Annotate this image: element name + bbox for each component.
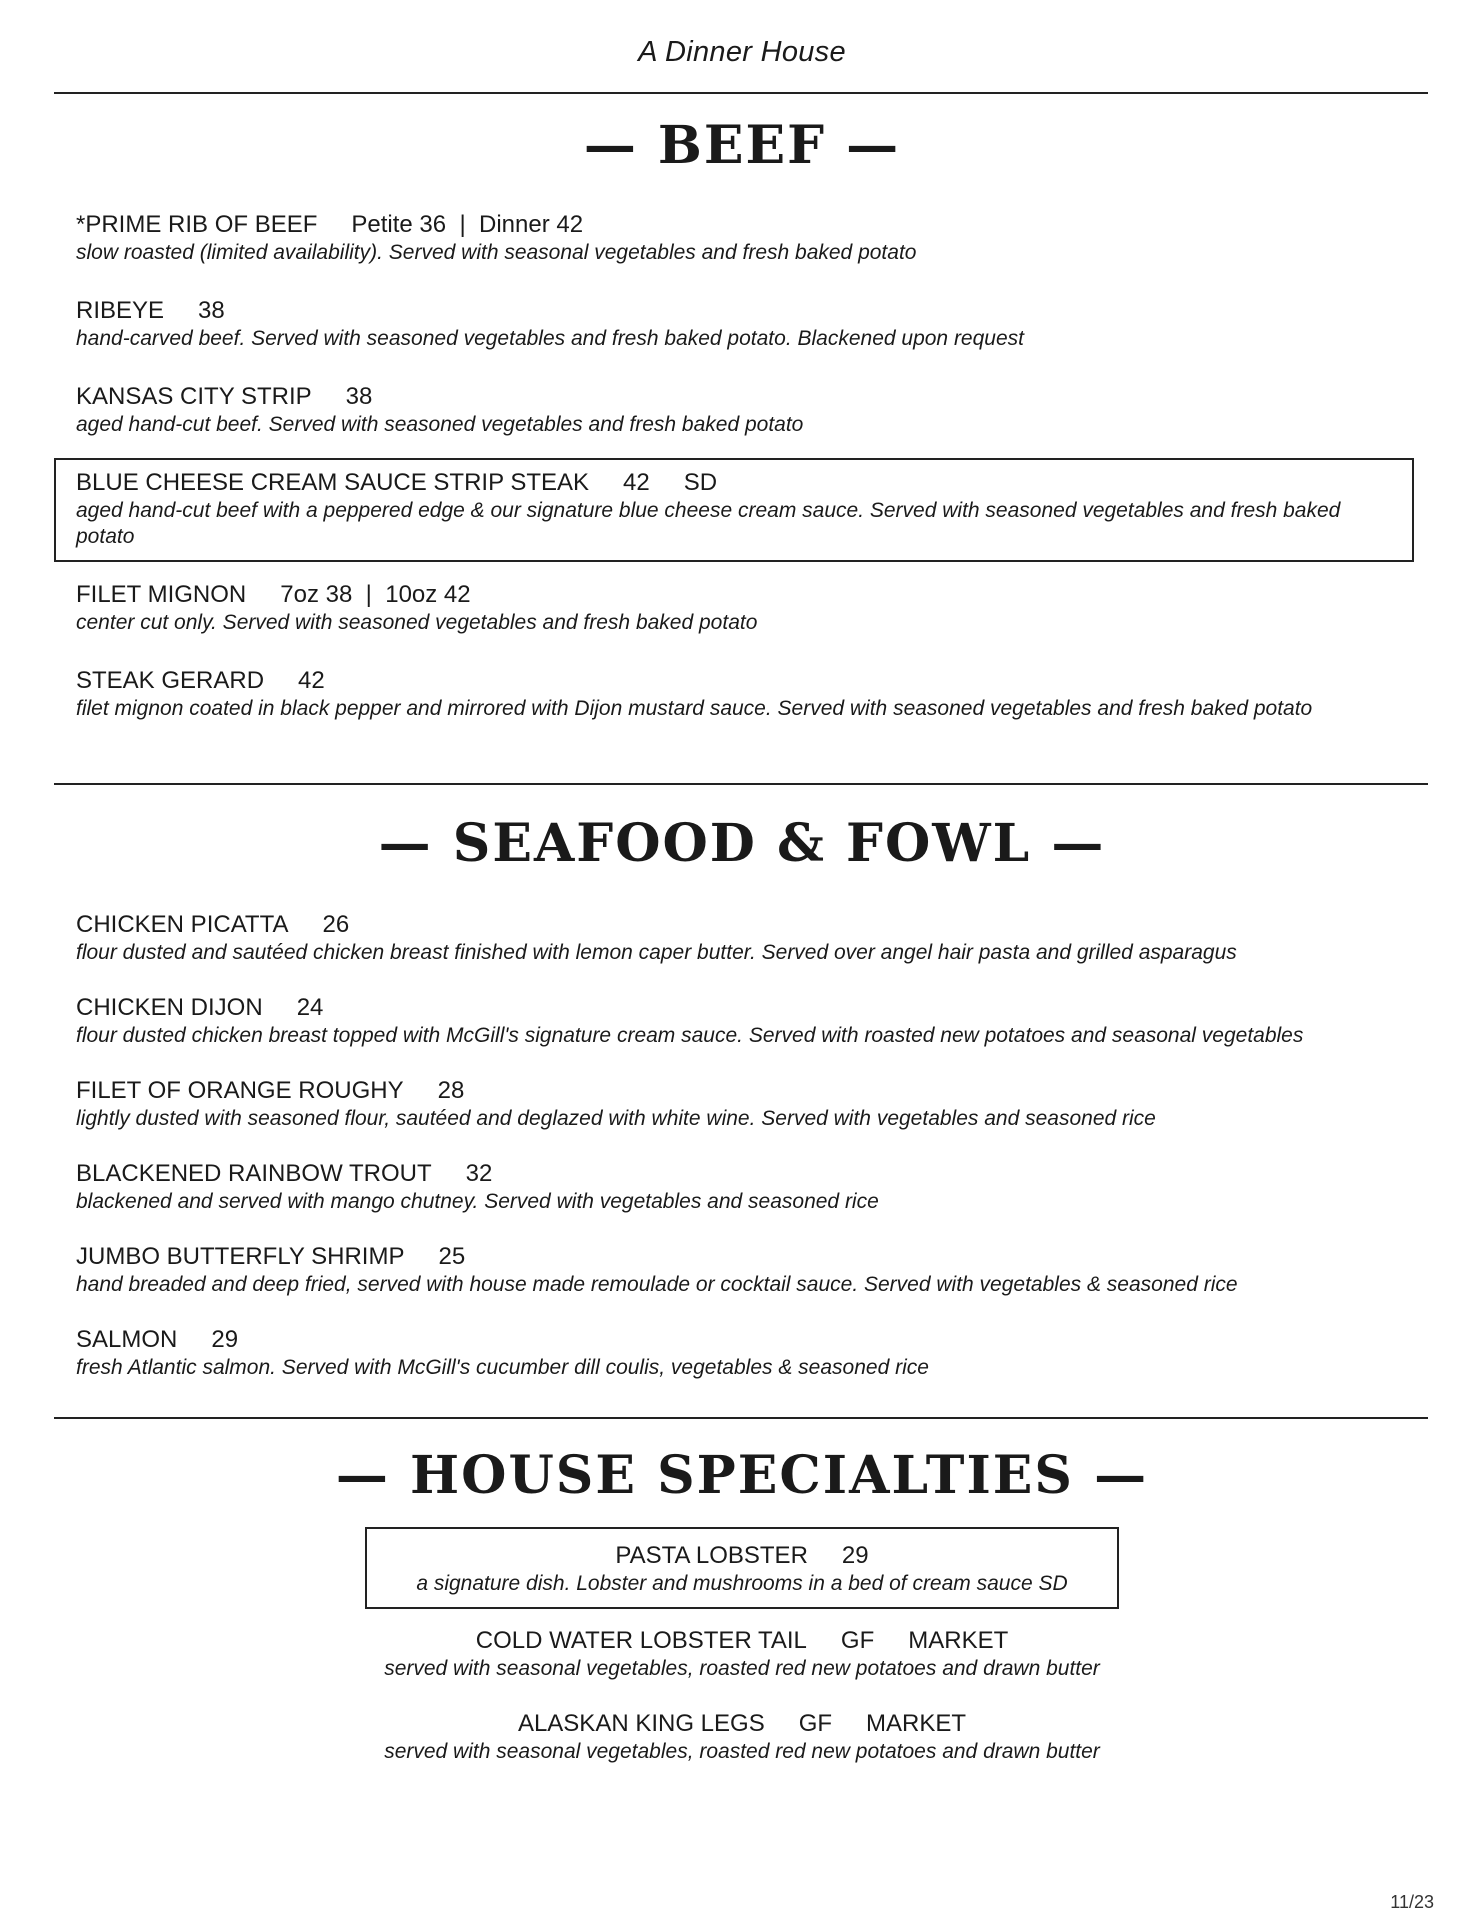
item-tag: SD bbox=[683, 469, 718, 496]
divider bbox=[54, 1417, 1428, 1419]
item-name: STEAK GERARD bbox=[76, 667, 265, 694]
item-price: 25 bbox=[438, 1243, 466, 1270]
item-description: filet mignon coated in black pepper and mirrored with Dijon mustard sauce. Served with seasoned vegetables and fresh baked potato bbox=[76, 697, 1313, 720]
divider bbox=[54, 783, 1428, 785]
menu-item bbox=[76, 296, 1416, 352]
featured-item-box bbox=[54, 458, 1414, 562]
item-tag: GF bbox=[798, 1710, 833, 1737]
item-description: fresh Atlantic salmon. Served with McGill's cucumber dill coulis, vegetables & seasoned rice bbox=[76, 1356, 929, 1379]
section-title-beef: — BEEF — bbox=[583, 115, 901, 176]
menu-item bbox=[76, 993, 1416, 1049]
item-price: 38 bbox=[345, 383, 373, 410]
item-name: COLD WATER LOBSTER TAIL bbox=[475, 1627, 807, 1654]
item-name: PASTA LOBSTER bbox=[615, 1542, 808, 1569]
featured-item-box bbox=[365, 1527, 1119, 1609]
item-price: Petite 36 | Dinner 42 bbox=[351, 211, 584, 238]
item-price: 29 bbox=[841, 1542, 869, 1569]
item-name: FILET OF ORANGE ROUGHY bbox=[76, 1077, 404, 1104]
item-price: MARKET bbox=[908, 1627, 1009, 1654]
item-name: KANSAS CITY STRIP bbox=[76, 383, 312, 410]
item-price: 32 bbox=[465, 1160, 493, 1187]
item-tag: GF bbox=[840, 1627, 875, 1654]
item-description: aged hand-cut beef with a peppered edge & our signature blue cheese cream sauce. Served with seasoned vegetables and fresh baked potato bbox=[76, 499, 1341, 548]
item-description: served with seasonal vegetables, roasted red new potatoes and drawn butter bbox=[384, 1740, 1100, 1763]
item-description: hand breaded and deep fried, served with house made remoulade or cocktail sauce. Served with vegetables & seasoned rice bbox=[76, 1273, 1238, 1296]
menu-item bbox=[76, 1242, 1416, 1298]
item-name: CHICKEN DIJON bbox=[76, 994, 263, 1021]
item-price: 24 bbox=[296, 994, 324, 1021]
menu-item bbox=[76, 210, 1416, 266]
menu-item bbox=[76, 910, 1416, 966]
item-name: RIBEYE bbox=[76, 297, 165, 324]
item-description: blackened and served with mango chutney. Served with vegetables and seasoned rice bbox=[76, 1190, 879, 1213]
item-price: MARKET bbox=[866, 1710, 967, 1737]
item-name: *PRIME RIB OF BEEF bbox=[76, 211, 318, 238]
item-description: hand-carved beef. Served with seasoned vegetables and fresh baked potato. Blackened upon request bbox=[76, 327, 1024, 350]
item-name: ALASKAN KING LEGS bbox=[517, 1710, 765, 1737]
item-description: a signature dish. Lobster and mushrooms in a bed of cream sauce SD bbox=[416, 1572, 1068, 1595]
item-description: lightly dusted with seasoned flour, sautéed and deglazed with white wine. Served with vegetables and seasoned rice bbox=[76, 1107, 1156, 1130]
item-description: slow roasted (limited availability). Served with seasonal vegetables and fresh baked potato bbox=[76, 241, 917, 264]
menu-item bbox=[76, 580, 1416, 636]
item-description: flour dusted chicken breast topped with McGill's signature cream sauce. Served with roasted new potatoes and seasonal vegetables bbox=[76, 1024, 1304, 1047]
item-name: SALMON bbox=[76, 1326, 178, 1353]
item-name: CHICKEN PICATTA bbox=[76, 911, 289, 938]
item-description: served with seasonal vegetables, roasted red new potatoes and drawn butter bbox=[384, 1657, 1100, 1680]
item-name: JUMBO BUTTERFLY SHRIMP bbox=[76, 1243, 405, 1270]
menu-item bbox=[76, 382, 1416, 438]
menu-item bbox=[76, 1159, 1416, 1215]
date-code: 11/23 bbox=[1390, 1892, 1434, 1912]
item-price: 7oz 38 | 10oz 42 bbox=[280, 581, 471, 608]
item-name: FILET MIGNON bbox=[76, 581, 247, 608]
item-description: center cut only. Served with seasoned vegetables and fresh baked potato bbox=[76, 611, 758, 634]
item-description: flour dusted and sautéed chicken breast finished with lemon caper butter. Served over angel hair pasta and grilled asparagus bbox=[76, 941, 1237, 964]
menu-item bbox=[76, 1325, 1416, 1381]
section-title-house-specialties: — HOUSE SPECIALTIES — bbox=[335, 1445, 1149, 1506]
item-name: BLACKENED RAINBOW TROUT bbox=[76, 1160, 432, 1187]
page-header: A Dinner House bbox=[638, 36, 846, 68]
divider bbox=[54, 92, 1428, 94]
item-description: aged hand-cut beef. Served with seasoned vegetables and fresh baked potato bbox=[76, 413, 804, 436]
item-price: 42 bbox=[623, 469, 650, 496]
item-price: 28 bbox=[437, 1077, 465, 1104]
menu-item bbox=[76, 666, 1416, 722]
section-title-seafood-fowl: — SEAFOOD & FOWL — bbox=[378, 813, 1106, 874]
item-price: 26 bbox=[322, 911, 350, 938]
menu-item bbox=[76, 1076, 1416, 1132]
menu-item bbox=[0, 1709, 1484, 1765]
item-price: 42 bbox=[298, 667, 325, 694]
menu-item bbox=[0, 1626, 1484, 1682]
item-price: 38 bbox=[198, 297, 225, 324]
item-name: BLUE CHEESE CREAM SAUCE STRIP STEAK bbox=[76, 469, 590, 496]
item-price: 29 bbox=[211, 1326, 239, 1353]
